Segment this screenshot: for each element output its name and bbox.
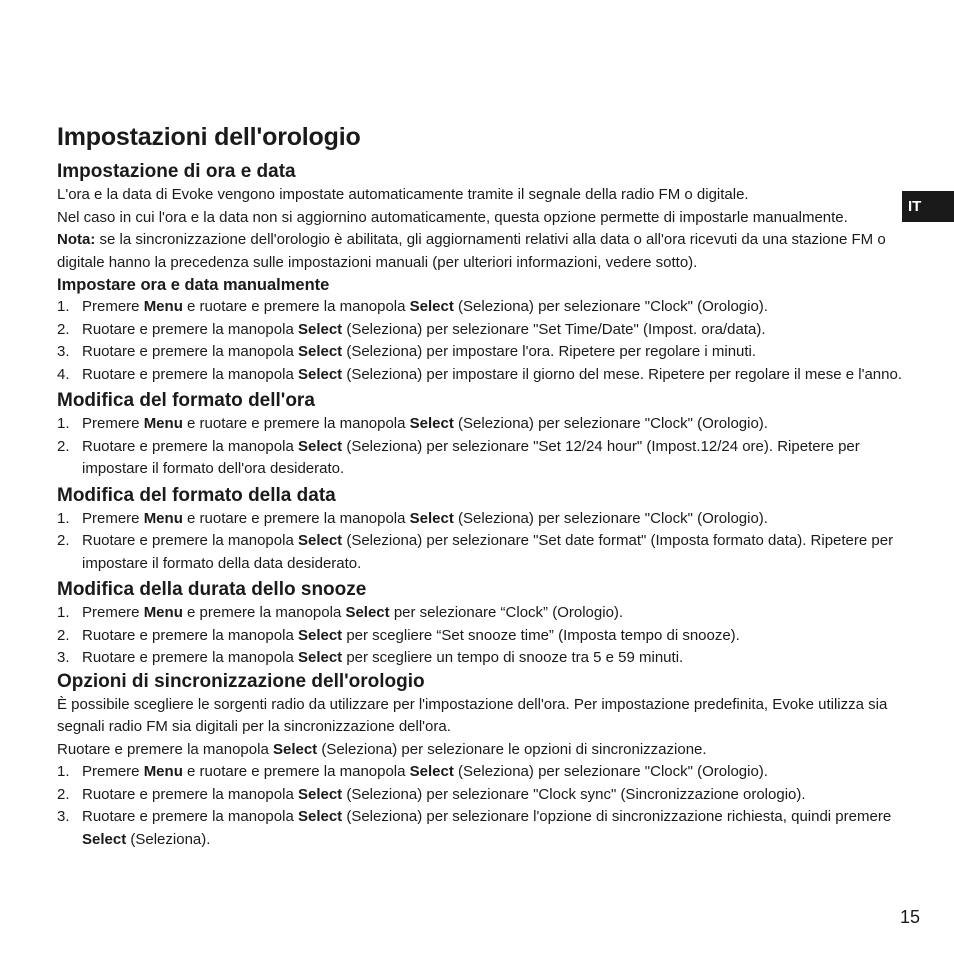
paragraph: Nel caso in cui l'ora e la data non si aggiornino automaticamente, questa opzione permette di impostarle manualmente.: [57, 208, 848, 226]
paragraph: È possibile scegliere le sorgenti radio da utilizzare per l'impostazione dell'ora. Per impostazione predefinita, Evoke utilizza sia segnali radio FM sia digitali per la sincronizzazione dell'ora.: [57, 695, 888, 735]
step-number: 2.: [57, 437, 70, 455]
step-number: 2.: [57, 532, 70, 549]
section-heading: Opzioni di sincronizzazione dell'orologio: [57, 670, 425, 692]
document-page: [57, 120, 907, 851]
step-number: 1.: [57, 415, 70, 432]
list-item: 3. Ruotare e premere la manopola Select (Seleziona) per selezionare l'opzione di sincronizzazione richiesta, quindi premere Select (Seleziona).: [57, 808, 892, 848]
list-item: 2. Ruotare e premere la manopola Select per scegliere “Set snooze time” (Imposta tempo di snooze).: [57, 625, 907, 648]
note-paragraph: [57, 229, 907, 274]
section-date-format: [57, 484, 907, 576]
paragraph: L'ora e la data di Evoke vengono impostate automaticamente tramite il segnale della radio FM o digitale.: [57, 186, 749, 203]
list-item: 4. Ruotare e premere la manopola Select (Seleziona) per impostare il giorno del mese. Ripetere per regolare il mese e l'anno.: [57, 364, 907, 387]
sub-heading: Impostare ora e data manualmente: [57, 276, 330, 294]
list-item: 1. Premere Menu e premere la manopola Select per selezionare “Clock” (Orologio).: [57, 602, 907, 625]
step-number: 3.: [57, 649, 70, 666]
list-item: 1. Premere Menu e ruotare e premere la manopola Select (Seleziona) per selezionare "Clock" (Orologio).: [57, 508, 907, 531]
note-text: se la sincronizzazione dell'orologio è abilitata, gli aggiornamenti relativi alla data o all'ora ricevuti da una stazione FM o digitale hanno la precedenza sulle impostazioni manuali (per ulteriori informazioni, vedere sotto).: [57, 231, 886, 271]
section-time-date: [57, 160, 907, 386]
section-snooze: [57, 578, 907, 670]
list-item: 2. Ruotare e premere la manopola Select (Seleziona) per selezionare "Set 12/24 hour" (Impost.12/24 ore). Ripetere per impostare il formato dell'ora desiderato.: [57, 437, 860, 477]
step-number: 2.: [57, 626, 70, 644]
step-number: 3.: [57, 343, 70, 360]
list-item: 3. Ruotare e premere la manopola Select (Seleziona) per impostare l'ora. Ripetere per regolare i minuti.: [57, 341, 907, 364]
list-item: 2. Ruotare e premere la manopola Select (Seleziona) per selezionare "Clock sync" (Sincronizzazione orologio).: [57, 784, 907, 807]
steps-list: [57, 602, 907, 670]
list-item: 1. Premere Menu e ruotare e premere la manopola Select (Seleziona) per selezionare "Clock" (Orologio).: [57, 761, 907, 784]
section-heading: Modifica del formato della data: [57, 484, 336, 506]
step-number: 4.: [57, 365, 70, 383]
list-item: 1. Premere Menu e ruotare e premere la manopola Select (Seleziona) per selezionare "Clock" (Orologio).: [57, 413, 907, 436]
section-heading: Impostazione di ora e data: [57, 161, 296, 182]
section-heading: Modifica del formato dell'ora: [57, 390, 315, 411]
step-number: 1.: [57, 509, 70, 527]
step-number: 2.: [57, 785, 70, 803]
section-heading: Modifica della durata dello snooze: [57, 579, 367, 600]
language-tab: IT: [902, 191, 954, 222]
list-item: 3. Ruotare e premere la manopola Select per scegliere un tempo di snooze tra 5 e 59 minuti.: [57, 647, 907, 670]
steps-list: [57, 413, 907, 481]
steps-list: [57, 761, 907, 851]
step-number: 1.: [57, 763, 70, 780]
note-label: Nota:: [57, 231, 96, 248]
step-number: 1.: [57, 298, 70, 315]
page-number: 15: [899, 907, 920, 927]
page-title: Impostazioni dell'orologio: [57, 123, 361, 151]
list-item: 2. Ruotare e premere la manopola Select (Seleziona) per selezionare "Set date format" (Imposta formato data). Ripetere per impostare il formato della data desiderato.: [57, 532, 894, 572]
list-item: 1. Premere Menu e ruotare e premere la manopola Select (Seleziona) per selezionare "Clock" (Orologio).: [57, 296, 907, 319]
section-clock-sync: [57, 670, 907, 852]
paragraph: Ruotare e premere la manopola Select (Seleziona) per selezionare le opzioni di sincronizzazione.: [57, 740, 707, 758]
steps-list: [57, 508, 907, 576]
list-item: 2. Ruotare e premere la manopola Select (Seleziona) per selezionare "Set Time/Date" (Impost. ora/data).: [57, 319, 907, 342]
step-number: 3.: [57, 808, 70, 825]
section-time-format: [57, 389, 907, 481]
step-number: 2.: [57, 320, 70, 338]
step-number: 1.: [57, 604, 70, 621]
steps-list: [57, 296, 907, 386]
